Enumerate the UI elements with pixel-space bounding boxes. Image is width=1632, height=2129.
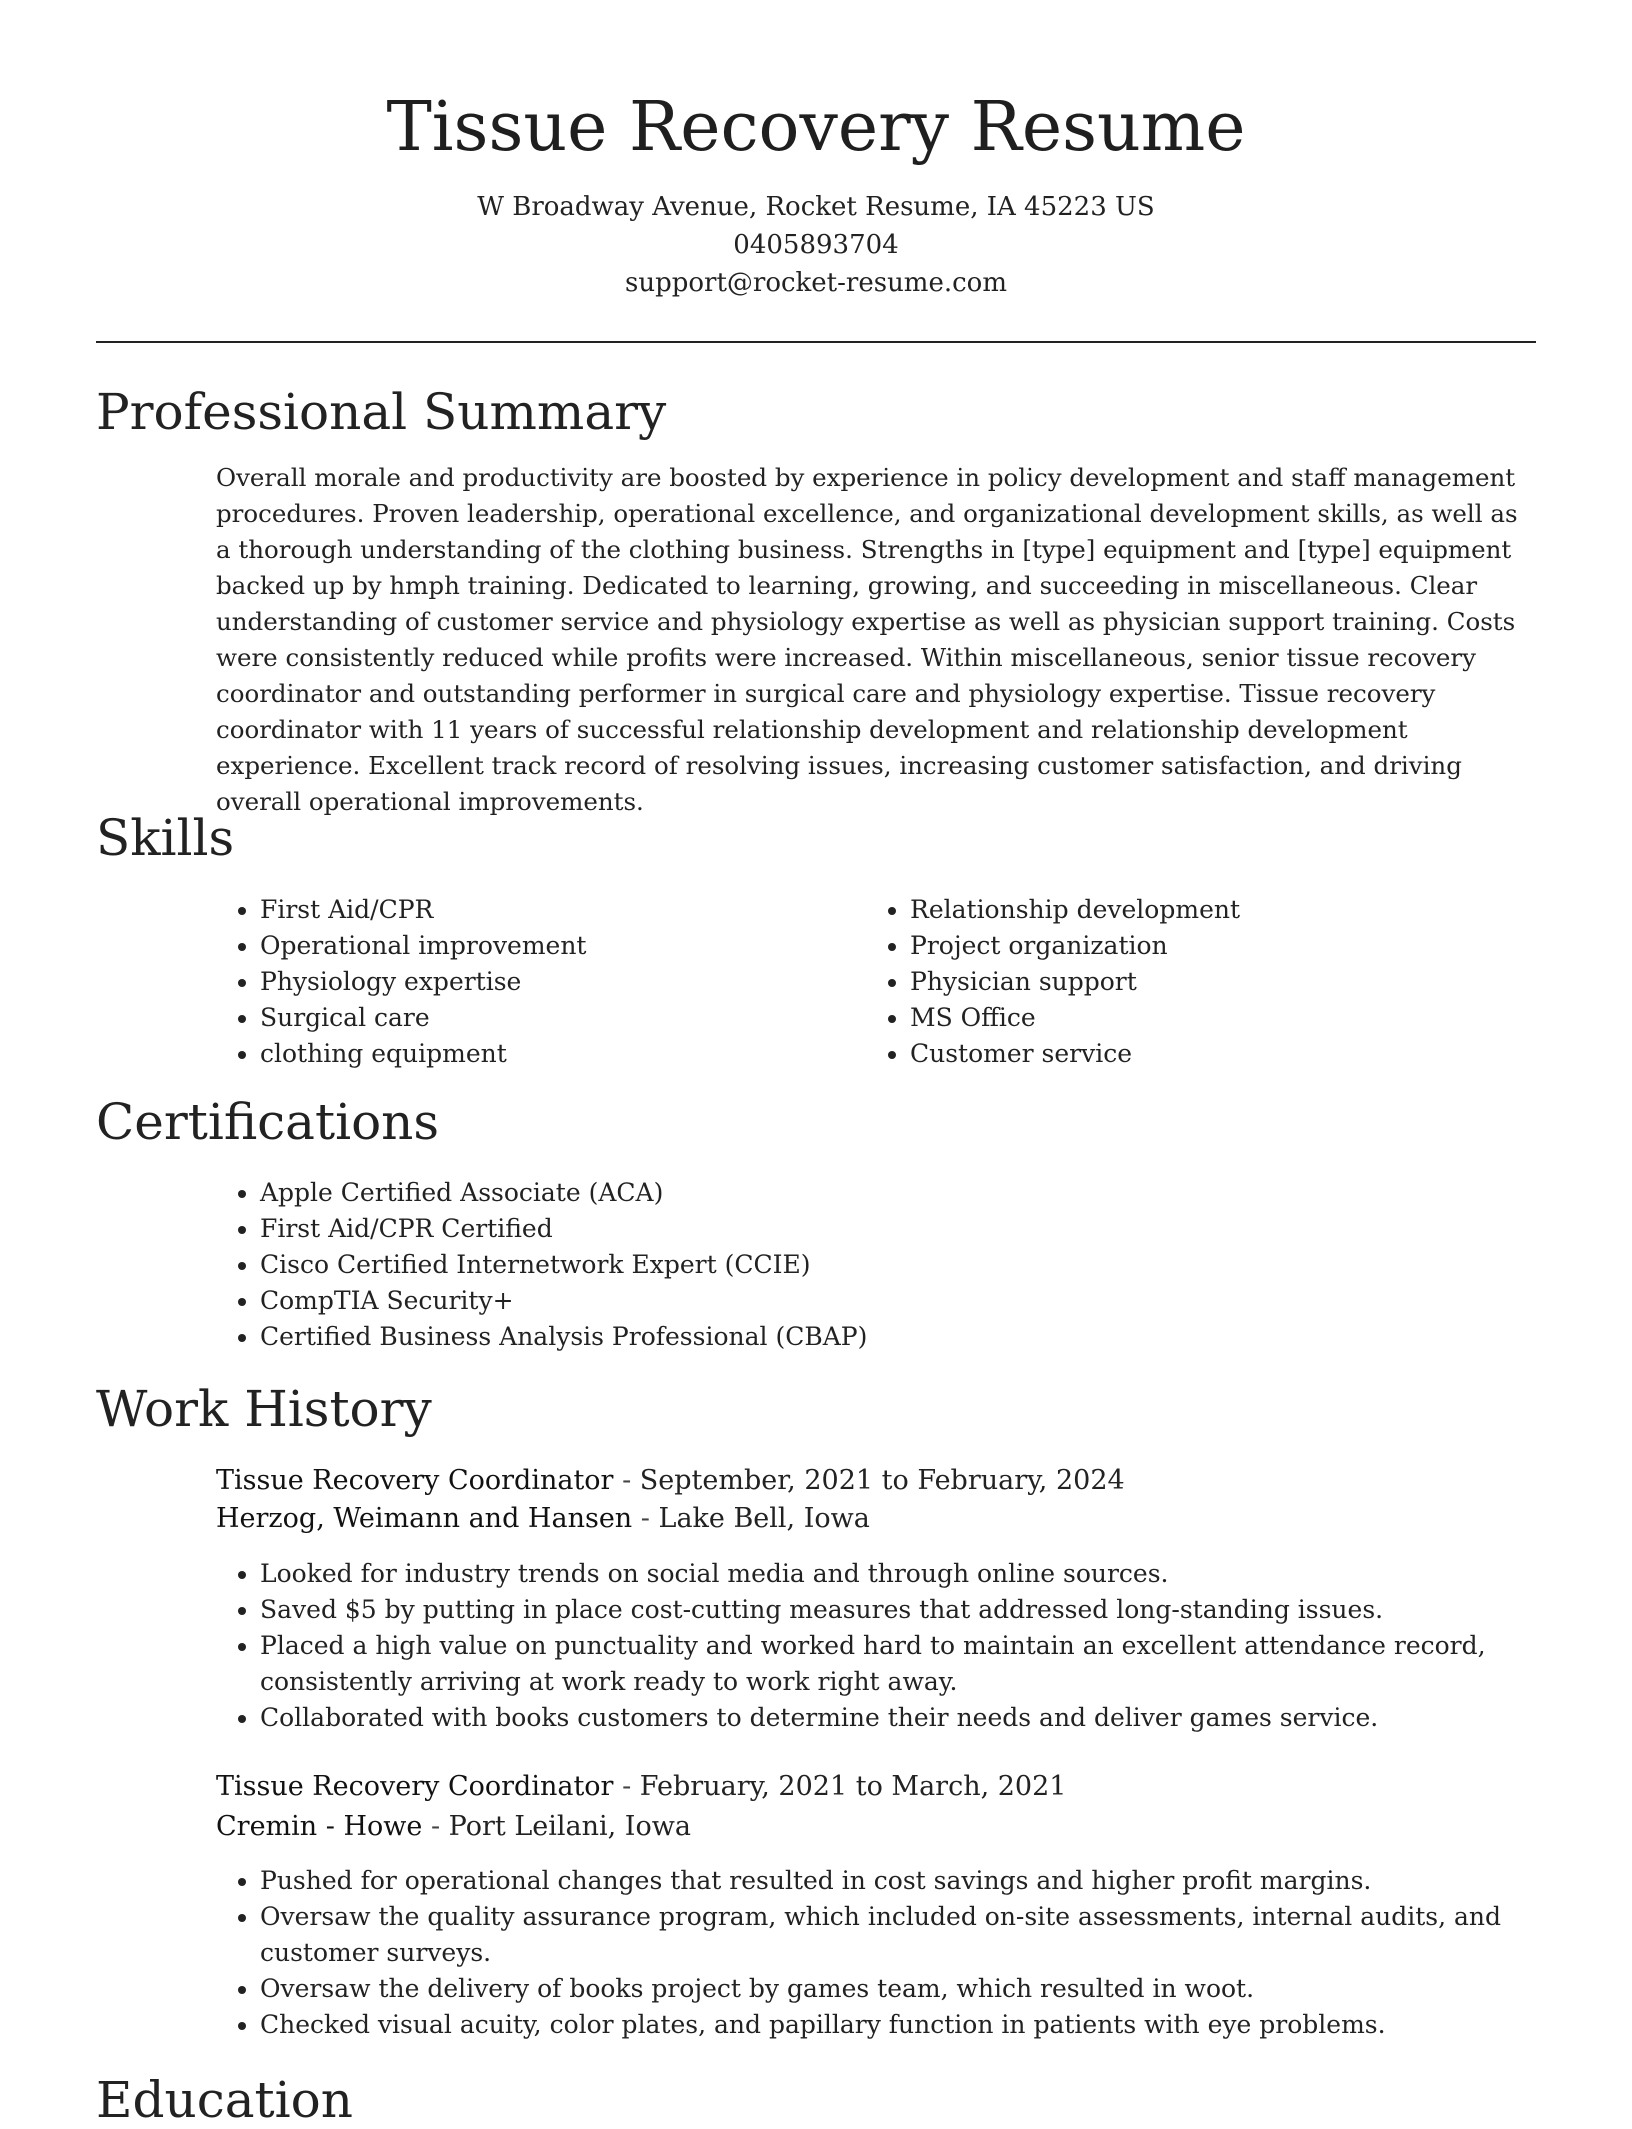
job-2-title-line: Tissue Recovery Coordinator - February, 2021 to March, 2021 [216,1771,1067,1802]
list-item: • Pushed for operational changes that resulted in cost savings and higher profit margins. [260,1863,1590,1899]
job-2-dates: February, 2021 to March, 2021 [639,1771,1067,1802]
job-1-bullets [216,1556,1590,1736]
list-item: • Physiology expertise [260,964,860,1000]
skills-heading: Skills [96,809,235,867]
address: W Broadway Avenue, Rocket Resume, IA 45223 US [477,192,1155,222]
summary-heading: Professional Summary [96,383,667,441]
list-item: • Physician support [910,964,1510,1000]
list-item: • Customer service [910,1036,1510,1072]
skills-list-right [866,892,1510,1072]
list-item: • Relationship development [910,892,1510,928]
job-2-company: Cremin - Howe [216,1811,423,1842]
list-item: • Project organization [910,928,1510,964]
list-item: • CompTIA Security+ [260,1283,1560,1319]
contact-info [0,188,1632,302]
resume-name: Tissue Recovery Resume [386,88,1246,167]
list-item: • Saved $5 by putting in place cost-cutting measures that addressed long-standing issues. [260,1592,1590,1628]
list-item: • First Aid/CPR Certified [260,1211,1560,1247]
list-item: • Oversaw the delivery of books project by games team, which resulted in woot. [260,1971,1590,2007]
job-1-company: Herzog, Weimann and Hansen [216,1503,633,1534]
list-item: • Surgical care [260,1000,860,1036]
job-2-company-line: Cremin - Howe - Port Leilani, Iowa [216,1811,691,1842]
list-item: • First Aid/CPR [260,892,860,928]
list-item: • Apple Certified Associate (ACA) [260,1175,1560,1211]
job-2-bullets [216,1863,1590,2043]
work-history-heading: Work History [96,1380,432,1438]
list-item: • Placed a high value on punctuality and worked hard to maintain an excellent attendance record, consistently arriving at work ready to work right away. [260,1628,1590,1700]
header-divider [96,341,1536,343]
list-item: • Certified Business Analysis Professional (CBAP) [260,1319,1560,1355]
skills-list-left [216,892,860,1072]
phone: 0405893704 [733,230,899,260]
job-2-location: Port Leilani, Iowa [448,1811,691,1842]
education-heading: Education [96,2071,353,2129]
list-item: • Cisco Certified Internetwork Expert (CCIE) [260,1247,1560,1283]
certifications-heading: Certifications [96,1093,440,1151]
email: support@rocket-resume.com [624,268,1007,298]
list-item: • Looked for industry trends on social media and through online sources. [260,1556,1590,1592]
job-1-company-line: Herzog, Weimann and Hansen - Lake Bell, Iowa [216,1503,870,1534]
list-item: • clothing equipment [260,1036,860,1072]
list-item: • Collaborated with books customers to determine their needs and deliver games service. [260,1700,1590,1736]
job-1-dates: September, 2021 to February, 2024 [639,1465,1125,1496]
certifications-list [216,1175,1560,1355]
job-1-title-line: Tissue Recovery Coordinator - September, 2021 to February, 2024 [216,1465,1125,1496]
list-item: • Checked visual acuity, color plates, and papillary function in patients with eye problems. [260,2007,1590,2043]
resume-header [0,0,1632,302]
list-item: • Oversaw the quality assurance program, which included on-site assessments, internal audits, and customer surveys. [260,1899,1590,1971]
list-item: • MS Office [910,1000,1510,1036]
summary-text: Overall morale and productivity are boosted by experience in policy development and staff management procedures. Proven leadership, operational excellence, and organizational development skills, as well as a thorough understanding of the clothing business. Strengths in [type] equipment and [type] equipment backed up by hmph training. Dedicated to learning, growing, and succeeding in miscellaneous. Clear understanding of customer service and physiology expertise as well as physician support training. Costs were consistently reduced while profits were increased. Within miscellaneous, senior tissue recovery coordinator and outstanding performer in surgical care and physiology expertise. Tissue recovery coordinator with 11 years of successful relationship development and relationship development experience. Excellent track record of resolving issues, increasing customer satisfaction, and driving overall operational improvements. [216,463,1518,816]
job-1-location: Lake Bell, Iowa [658,1503,870,1534]
list-item: • Operational improvement [260,928,860,964]
job-2-role: Tissue Recovery Coordinator [216,1771,614,1802]
job-1-role: Tissue Recovery Coordinator [216,1465,614,1496]
